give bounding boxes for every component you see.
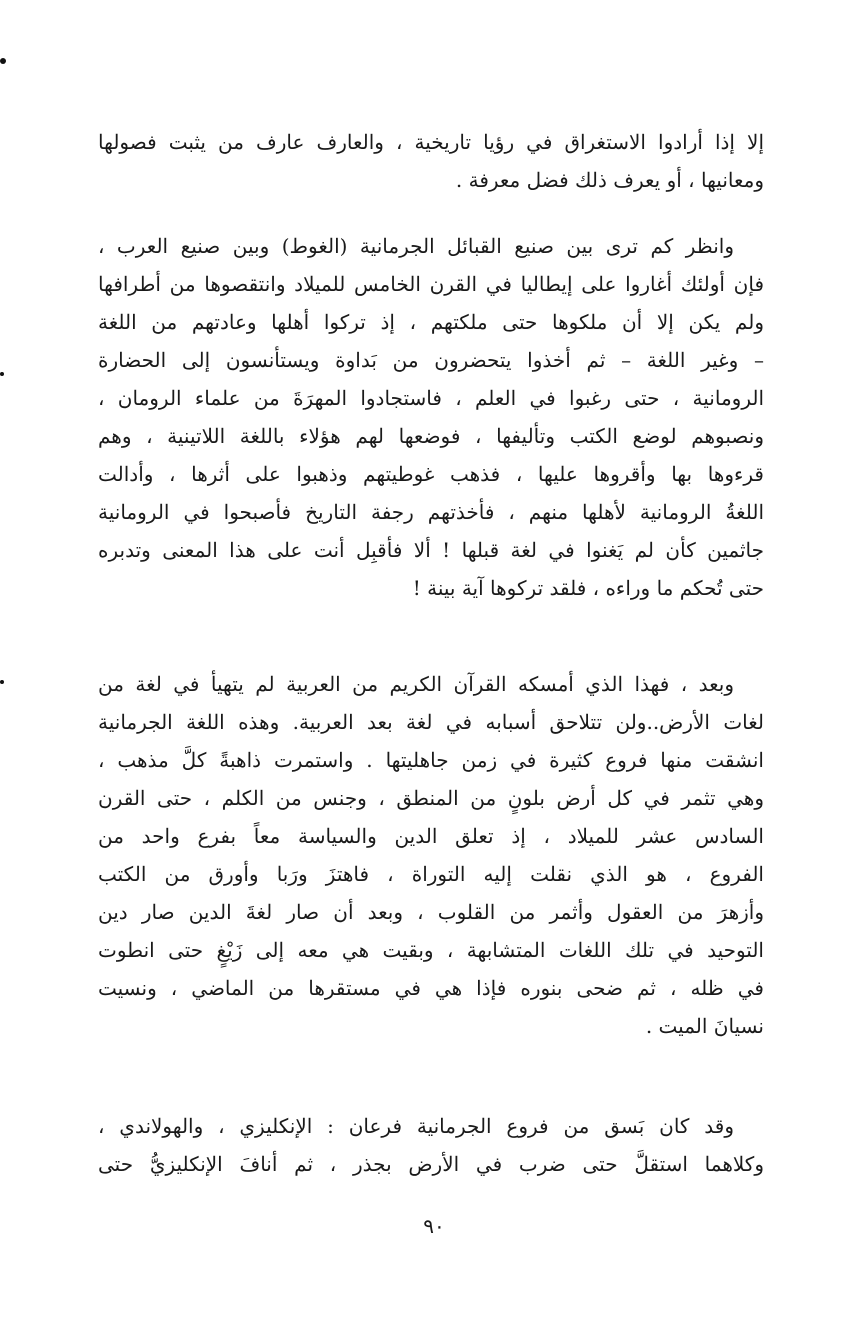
text-line: حتى تُحكم ما وراءه ، فلقد تركوها آية بينة ! xyxy=(412,576,764,600)
text-line: قرءوها بها وأقروها عليها ، فذهب غوطيتهم وذهبوا على أثرها ، وأدالت xyxy=(98,462,764,486)
margin-mark-lower-left xyxy=(0,680,4,684)
margin-mark-top-left xyxy=(0,58,6,64)
text-line: لغات الأرض..ولن تتلاحق أسبابه في لغة بعد العربية. وهذه اللغة الجرمانية xyxy=(98,710,764,734)
text-line: الرومانية ، حتى رغبوا في العلم ، فاستجادوا المهرَةَ من علماء الرومان ، xyxy=(98,386,764,410)
text-line: إلا إذا أرادوا الاستغراق في رؤيا تاريخية ، والعارف عارف من يثبت فصولها xyxy=(98,130,764,154)
text-line: ومعانيها ، أو يعرف ذلك فضل معرفة . xyxy=(455,168,764,192)
page-number: ٩٠ xyxy=(423,1214,445,1238)
text-line: وقد كان بَسق من فروع الجرمانية فرعان : الإنكليزي ، والهولاندي ، xyxy=(98,1114,734,1138)
paragraph-2 xyxy=(98,227,764,607)
text-line: نسيانَ الميت . xyxy=(645,1014,764,1038)
text-line: السادس عشر للميلاد ، إذ تعلق الدين والسياسة معاً بفرع واحد من xyxy=(98,824,764,848)
text-line: انشقت منها فروع كثيرة في زمن جاهليتها . واستمرت ذاهبةً كلَّ مذهب ، xyxy=(98,748,764,772)
text-line: التوحيد في تلك اللغات المتشابهة ، وبقيت هي معه إلى زَيْغٍ حتى انطوت xyxy=(98,938,764,962)
text-line: فإن أولئك أغاروا على إيطاليا في القرن الخامس للميلاد وانتقصوها من أطرافها xyxy=(98,272,764,296)
text-line: وكلاهما استقلَّ حتى ضرب في الأرض بجذر ، ثم أنافَ الإنكليزيُّ حتى xyxy=(98,1152,764,1176)
text-line: ولم يكن إلا أن ملكوها حتى ملكتهم ، إذ تركوا أهلها وعادتهم من اللغة xyxy=(98,310,764,334)
text-line: وبعد ، فهذا الذي أمسكه القرآن الكريم من العربية لم يتهيأ في لغة من xyxy=(98,672,734,696)
margin-mark-middle-left xyxy=(0,372,4,376)
text-line: – وغير اللغة – ثم أخذوا يتحضرون من بَداوة ويستأنسون إلى الحضارة xyxy=(98,348,764,372)
text-line: وأزهرَ من العقول وأثمر من القلوب ، وبعد أن صار لغةَ الدين صار دين xyxy=(98,900,764,924)
paragraph-1 xyxy=(98,123,764,199)
text-line: الفروع ، هو الذي نقلت إليه التوراة ، فاهتزَ ورَبا وأورق من الكتب xyxy=(98,862,764,886)
paragraph-4 xyxy=(98,1107,764,1183)
text-line: في ظله ، ثم ضحى بنوره فإذا هي في مستقرها من الماضي ، ونسيت xyxy=(98,976,764,1000)
paragraph-3 xyxy=(98,665,764,1045)
text-line: جاثمين كأن لم يَغنوا في لغة قبلها ! ألا فأقبِل أنت على هذا المعنى وتدبره xyxy=(98,538,764,562)
text-line: اللغةُ الرومانية لأهلها منهم ، فأخذتهم رجفة التاريخ فأصبحوا في الرومانية xyxy=(98,500,764,524)
text-line: وهي تثمر في كل أرض بلونٍ من المنطق ، وجنس من الكلم ، حتى القرن xyxy=(98,786,764,810)
text-line: ونصبوهم لوضع الكتب وتأليفها ، فوضعها لهم هؤلاء باللغة اللاتينية ، وهم xyxy=(98,424,764,448)
text-line: وانظر كم ترى بين صنيع القبائل الجرمانية (الغوط) وبين صنيع العرب ، xyxy=(98,234,734,258)
